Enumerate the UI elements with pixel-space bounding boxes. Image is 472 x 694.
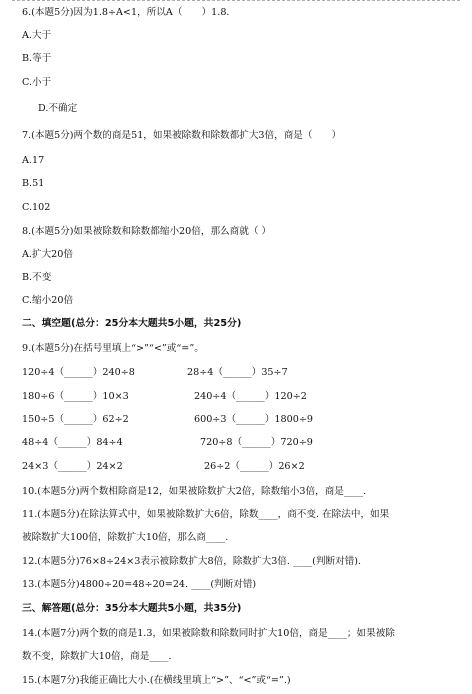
section-2-heading: 二、填空题(总分：25分本大题共5小题，共25分) [22,318,242,329]
q7-option-c: C.102 [22,202,51,213]
compare-row [22,391,307,403]
question-15: 15.(本题7分)我能正确比大小.(在横线里填上“>”、“<”或“=”.) [22,675,291,686]
compare-row [22,437,313,449]
question-14-line-2: 数不变，除数扩大10倍，商是____. [22,651,172,662]
q8-option-a: A.扩大20倍 [22,249,73,260]
section-3-heading: 三、解答题(总分：35分本大题共5小题，共35分) [22,603,242,614]
page-top-border [12,0,460,1]
q6-option-b: B.等于 [22,53,52,64]
question-14-line-1: 14.(本题7分)两个数的商是1.3，如果被除数和除数同时扩大10倍，商是____；如果被除 [22,628,395,639]
question-13: 13.(本题5分)4800÷20=48÷20=24. ____(判断对错) [22,579,257,590]
question-7: 7.(本题5分)两个数的商是51，如果被除数和除数都扩大3倍，商是（ ） [22,130,342,141]
compare-row [22,367,288,379]
question-12: 12.(本题5分)76×8÷24×3表示被除数扩大8倍，除数扩大3倍. ____(判断对错). [22,556,362,567]
question-11-line-1: 11.(本题5分)在除法算式中，如果被除数扩大6倍，除数____，商不变. 在除法中，如果 [22,509,390,520]
q7-option-b: B.51 [22,178,45,189]
compare-right: 600÷3（______）1800÷9 [194,414,313,425]
q6-option-d: D.不确定 [38,103,78,114]
q8-option-b: B.不变 [22,272,52,283]
question-10: 10.(本题5分)两个数相除商是12，如果被除数扩大2倍，除数缩小3倍，商是____. [22,486,367,497]
compare-left: 180÷6（______）10×3 [22,391,129,402]
compare-right: 28÷4（______）35÷7 [187,367,288,378]
question-9: 9.(本题5分)在括号里填上“>”“<”或“=”。 [22,343,204,354]
q8-option-c: C.缩小20倍 [22,295,74,306]
compare-left: 120÷4（______）240÷8 [22,367,135,378]
compare-right: 26÷2（______）26×2 [204,461,305,472]
question-11-line-2: 被除数扩大100倍，除数扩大10倍，那么商____. [22,532,229,543]
compare-left: 48÷4（______）84÷4 [22,437,123,448]
compare-row [22,414,313,426]
question-8: 8.(本题5分)如果被除数和除数都缩小20倍，那么商就（ ） [22,226,272,237]
compare-right: 720÷8（______）720÷9 [200,437,313,448]
q6-option-a: A.大于 [22,30,52,41]
q6-option-c: C.小于 [22,77,52,88]
q7-option-a: A.17 [22,155,45,166]
compare-left: 150÷5（______）62÷2 [22,414,129,425]
compare-row [22,461,305,473]
compare-right: 240÷4（______）120÷2 [194,391,307,402]
compare-left: 24×3（______）24×2 [22,461,123,472]
question-6: 6.(本题5分)因为1.8÷A<1，所以A（ ）1.8. [22,7,230,18]
